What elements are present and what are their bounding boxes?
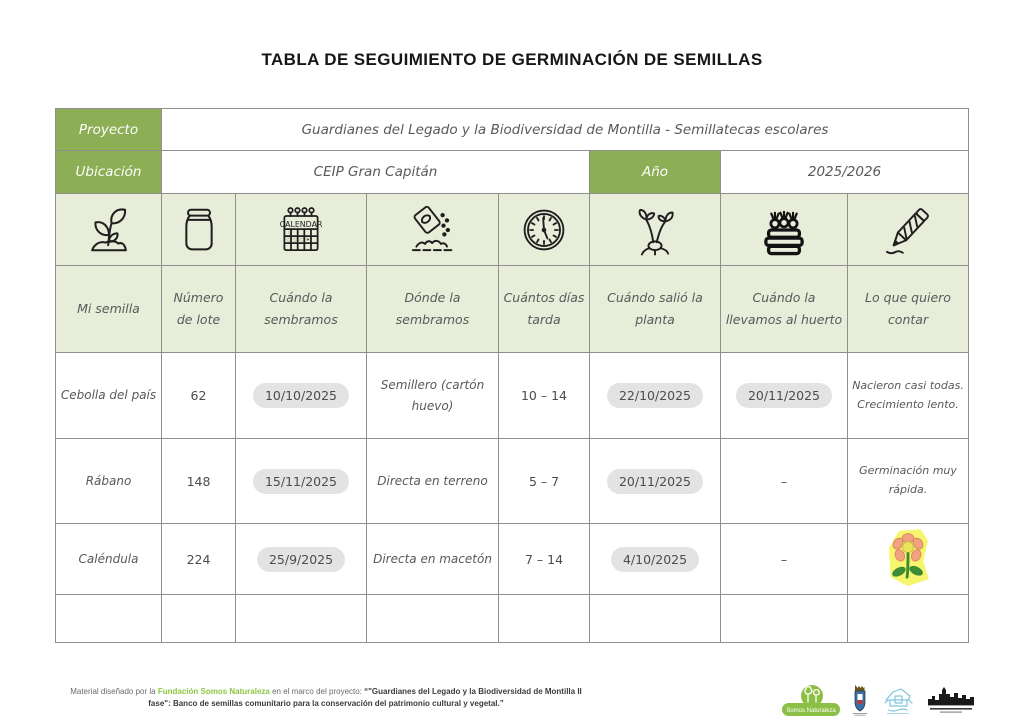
col-header-cuando-sembramos: Cuándo la sembramos	[236, 266, 367, 353]
table-row	[56, 353, 969, 439]
empty-cell	[56, 595, 162, 643]
col-header-mi-semilla: Mi semilla	[56, 266, 162, 353]
col-header-cuando-salio: Cuándo salió la planta	[590, 266, 721, 353]
project-label: Proyecto	[56, 109, 162, 151]
location-value: CEIP Gran Capitán	[162, 151, 590, 194]
days-to-germinate: 7 – 14	[499, 524, 590, 595]
notes: Nacieron casi todas. Crecimiento lento.	[848, 353, 969, 439]
lot-number: 62	[162, 353, 236, 439]
lot-number: 224	[162, 524, 236, 595]
days-to-germinate: 10 – 14	[499, 353, 590, 439]
where-sown: Semillero (cartón huevo)	[367, 353, 499, 439]
empty-cell	[162, 595, 236, 643]
where-sown: Directa en terreno	[367, 439, 499, 524]
footer-text-part2: en el marco del proyecto:	[269, 687, 365, 696]
jar-icon	[162, 194, 236, 266]
header-row	[56, 266, 969, 353]
date-pill: 15/11/2025	[253, 469, 349, 494]
town-skyline-logo	[926, 685, 978, 715]
svg-text:♡: ♡	[285, 237, 292, 244]
seed-name: Rábano	[56, 439, 162, 524]
lot-number: 148	[162, 439, 236, 524]
col-header-cuantos-dias: Cuántos días tarda	[499, 266, 590, 353]
year-label: Año	[590, 151, 721, 194]
date-pill: 25/9/2025	[257, 547, 345, 572]
date-pill: 10/10/2025	[253, 383, 349, 408]
empty-cell	[721, 595, 848, 643]
seed-name: Cebolla del país	[56, 353, 162, 439]
empty-cell	[236, 595, 367, 643]
ayuntamiento-montilla-crest-logo	[851, 684, 869, 716]
germination-table	[55, 108, 969, 643]
sowing-icon	[367, 194, 499, 266]
table-row	[56, 439, 969, 524]
col-header-que-contar: Lo que quiero contar	[848, 266, 969, 353]
svg-text:*: *	[306, 235, 310, 244]
footer-credit	[58, 686, 594, 711]
empty-cell	[848, 595, 969, 643]
garden-date-cell: –	[721, 439, 848, 524]
somos-naturaleza-logo	[782, 683, 840, 717]
blue-heritage-logo	[881, 684, 915, 716]
empty-cell	[499, 595, 590, 643]
sprouted-date-cell	[590, 524, 721, 595]
garden-date-cell	[721, 353, 848, 439]
where-sown: Directa en macetón	[367, 524, 499, 595]
sprouted-date-cell	[590, 439, 721, 524]
icon-row	[56, 194, 969, 266]
svg-text:♡: ♡	[299, 237, 305, 244]
notes-sticker-cell	[848, 524, 969, 595]
seedling-icon	[56, 194, 162, 266]
flower-sticker-icon	[879, 528, 937, 590]
pencil-icon	[848, 194, 969, 266]
empty-cell	[367, 595, 499, 643]
empty-row	[56, 595, 969, 643]
date-pill: 20/11/2025	[607, 469, 703, 494]
table-row	[56, 524, 969, 595]
sown-date-cell	[236, 439, 367, 524]
notes: Germinación muy rápida.	[848, 439, 969, 524]
col-header-donde-sembramos: Dónde la sembramos	[367, 266, 499, 353]
sown-date-cell	[236, 524, 367, 595]
clock-icon	[499, 194, 590, 266]
year-value: 2025/2026	[721, 151, 969, 194]
footer-fundacion-name: Fundación Somos Naturaleza	[157, 687, 270, 696]
days-to-germinate: 5 – 7	[499, 439, 590, 524]
svg-text:CALENDAR: CALENDAR	[279, 219, 323, 229]
page-title: TABLA DE SEGUIMIENTO DE GERMINACIÓN DE SEMILLAS	[261, 50, 763, 69]
calendar-icon	[236, 194, 367, 266]
col-header-cuando-huerto: Cuándo la llevamos al huerto	[721, 266, 848, 353]
svg-text:Somos Naturaleza: Somos Naturaleza	[786, 708, 836, 714]
date-pill: 22/10/2025	[607, 383, 703, 408]
garden-bed-icon	[721, 194, 848, 266]
seed-name: Caléndula	[56, 524, 162, 595]
svg-text:♡: ♡	[287, 230, 293, 237]
project-row	[56, 109, 969, 151]
col-header-numero-lote: Número de lote	[162, 266, 236, 353]
sprouted-date-cell	[590, 353, 721, 439]
location-label: Ubicación	[56, 151, 162, 194]
svg-text:♡: ♡	[292, 237, 298, 244]
date-pill: 4/10/2025	[611, 547, 699, 572]
sprout-icon	[590, 194, 721, 266]
location-year-row	[56, 151, 969, 194]
project-value: Guardianes del Legado y la Biodiversidad de Montilla - Semillatecas escolares	[162, 109, 969, 151]
footer-text-part1: Material diseñado por la	[70, 687, 158, 696]
sown-date-cell	[236, 353, 367, 439]
footer-logos	[782, 682, 978, 718]
date-pill: 20/11/2025	[736, 383, 832, 408]
garden-date-cell: –	[721, 524, 848, 595]
footer-project-name: “"Guardianes del Legado y la Biodiversidad de Montilla II fase": Banco de semillas comunitario para la conservación del patrimonio cultural y vegetal.”	[148, 687, 582, 709]
empty-cell	[590, 595, 721, 643]
